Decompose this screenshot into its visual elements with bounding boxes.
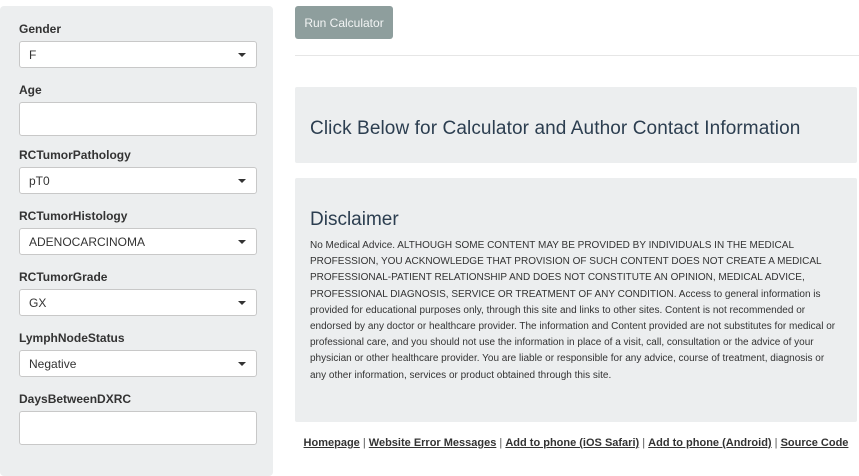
add-ios-link[interactable]: Add to phone (iOS Safari) [505,437,640,449]
histology-label: RCTumorHistology [19,209,128,223]
age-label: Age [19,83,42,97]
grade-select[interactable] [19,289,257,316]
lymph-value: Negative [29,356,77,371]
lymph-label: LymphNodeStatus [19,331,125,345]
histology-value: ADENOCARCINOMA [29,234,146,249]
pathology-label: RCTumorPathology [19,148,131,162]
chevron-down-icon [238,301,246,305]
separator: | [642,437,646,449]
separator: | [774,437,778,449]
divider [295,55,859,56]
separator: | [499,437,503,449]
chevron-down-icon [238,179,246,183]
disclaimer-panel [295,178,857,422]
disclaimer-heading: Disclaimer [310,209,399,230]
age-input[interactable] [19,102,257,136]
days-label: DaysBetweenDXRC [19,392,132,406]
calculator-info-panel [295,87,857,163]
footer-links [295,437,857,449]
disclaimer-text: No Medical Advice. ALTHOUGH SOME CONTENT MAY BE PROVIDED BY INDIVIDUALS IN THE MEDICAL PROFESSION, YOU ACKNOWLEDGE THAT PROVISION OF SUCH CONTENT DOES NOT CREATE A MEDICAL PROFESSIONAL-PATIENT RELATIONSHIP AND DOES NOT CONSTITUTE AN OPINION, MEDICAL ADVICE, PROFESSIONAL DIAGNOSIS, SERVICE OR TREATMENT OF ANY CONDITION. Access to general information is provided for educational purposes only, through this site and links to other sites. Content is not recommended or endorsed by any doctor or healthcare provider. The information and Content provided are not substitutes for medical or professional care, and you should not use the information in place of a visit, call, consultation or the advice of your physician or other healthcare provider. You are liable or responsible for any advice, course of treatment, diagnosis or any other information, services or product obtained through this site. [310,240,836,381]
pathology-value: pT0 [29,173,50,188]
add-android-link[interactable]: Add to phone (Android) [648,437,772,449]
calculator-info-heading: Click Below for Calculator and Author Contact Information [310,118,801,139]
separator: | [362,437,366,449]
source-code-link[interactable]: Source Code [780,437,849,449]
run-calculator-button[interactable]: Run Calculator [295,6,393,39]
gender-value: F [29,47,37,62]
grade-label: RCTumorGrade [19,270,108,284]
gender-label: Gender [19,22,62,36]
grade-value: GX [29,295,47,310]
histology-select[interactable] [19,228,257,255]
error-messages-link[interactable]: Website Error Messages [368,437,497,449]
pathology-select[interactable] [19,167,257,194]
chevron-down-icon [238,362,246,366]
chevron-down-icon [238,53,246,57]
homepage-link[interactable]: Homepage [303,437,360,449]
chevron-down-icon [238,240,246,244]
lymph-select[interactable] [19,350,257,377]
days-input[interactable] [19,411,257,445]
gender-select[interactable] [19,41,257,68]
